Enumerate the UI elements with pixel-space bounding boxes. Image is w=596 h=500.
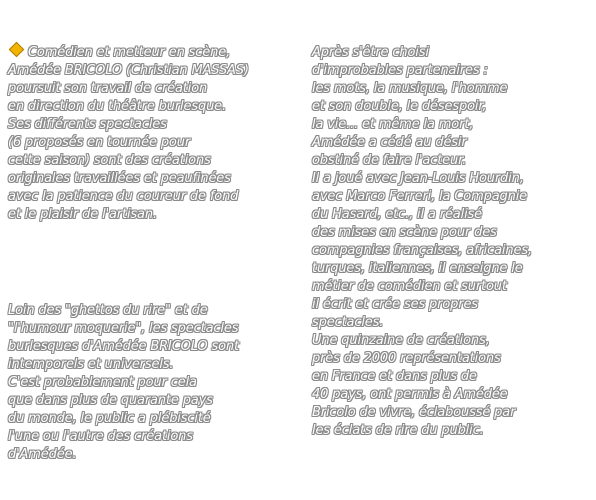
text-line-content: Amédée BRICOLO (Christian MASSAS) — [8, 63, 249, 78]
text-line — [312, 98, 592, 116]
text-line — [312, 188, 592, 206]
text-line — [8, 170, 306, 188]
text-line — [312, 62, 592, 80]
text-line — [312, 368, 592, 386]
right-paragraph-1 — [312, 44, 592, 440]
text-line-content: près de 2000 représentations — [312, 351, 501, 366]
right-text-column — [312, 8, 592, 476]
text-line — [312, 116, 592, 134]
text-line-content: spectacles. — [312, 315, 384, 330]
text-line-content: obstiné de faire l'acteur. — [312, 153, 467, 168]
text-line-content: C'est probablement pour cela — [8, 375, 197, 390]
text-line — [8, 338, 306, 356]
text-line — [312, 404, 592, 422]
text-line-content: compagnies françaises, africaines, — [312, 243, 532, 258]
text-line — [8, 428, 306, 446]
text-line-content: les éclats de rire du public. — [312, 423, 484, 438]
star-bullet-icon — [9, 42, 25, 58]
text-line — [312, 422, 592, 440]
text-line-content: Après s'être choisi — [312, 45, 429, 60]
text-line-content: poursuit son travail de création — [8, 81, 208, 96]
text-line-content: Ses différents spectacles — [8, 117, 167, 132]
text-line-content: turques, italiennes, il enseigne le — [312, 261, 523, 276]
text-line — [8, 188, 306, 206]
text-line-content: des mises en scène pour des — [312, 225, 497, 240]
text-line — [8, 446, 306, 464]
text-line-content: et son double, le désespoir, — [312, 99, 487, 114]
text-line — [312, 206, 592, 224]
text-line — [8, 302, 306, 320]
text-line-content: métier de comédien et surtout — [312, 279, 507, 294]
text-line — [312, 152, 592, 170]
text-line — [8, 392, 306, 410]
text-line — [8, 374, 306, 392]
text-line-content: les mots, la musique, l'homme — [312, 81, 508, 96]
text-line-content: l'une ou l'autre des créations — [8, 429, 193, 444]
left-text-column — [8, 8, 306, 500]
text-line-content: avec Marco Ferreri, la Compagnie — [312, 189, 528, 204]
text-line — [312, 224, 592, 242]
text-line — [8, 410, 306, 428]
text-line-content: (6 proposés en tournée pour — [8, 135, 191, 150]
paragraph-gap — [8, 260, 306, 266]
text-line — [8, 116, 306, 134]
text-line-content: la vie... et même la mort, — [312, 117, 474, 132]
text-line — [312, 134, 592, 152]
text-line-content: intemporels et universels. — [8, 357, 174, 372]
text-line-content: "l'humour moquerie", les spectacles — [8, 321, 239, 336]
text-line — [312, 332, 592, 350]
text-line-content: Comédien et metteur en scène, — [28, 45, 231, 60]
text-line — [312, 314, 592, 332]
text-line-content: Bricolo de vivre, éclaboussé par — [312, 405, 516, 420]
text-line — [312, 80, 592, 98]
text-line-content: Une quinzaine de créations, — [312, 333, 490, 348]
text-line — [312, 350, 592, 368]
text-line-content: cette saison) sont des créations — [8, 153, 211, 168]
text-line — [312, 170, 592, 188]
text-line — [312, 260, 592, 278]
text-line — [8, 62, 306, 80]
text-line — [8, 320, 306, 338]
left-paragraph-2 — [8, 302, 306, 464]
text-line-content: originales travaillées et peaufinées — [8, 171, 231, 186]
text-line-content: il écrit et crée ses propres — [312, 297, 478, 312]
text-line — [312, 386, 592, 404]
text-line — [8, 80, 306, 98]
text-line-content: 40 pays, ont permis à Amédée — [312, 387, 508, 402]
text-line-content: Amédée a cédé au désir — [312, 135, 467, 150]
text-line-content: du monde, le public a plébiscité — [8, 411, 211, 426]
text-line — [312, 44, 592, 62]
text-line-content: d'improbables partenaires : — [312, 63, 488, 78]
text-line-content: avec la patience du coureur de fond — [8, 189, 239, 204]
text-line-content: Il a joué avec Jean-Louis Hourdin, — [312, 171, 524, 186]
text-line-content: burlesques d'Amédée BRICOLO sont — [8, 339, 239, 354]
text-line — [8, 206, 306, 224]
text-line-content: que dans plus de quarante pays — [8, 393, 213, 408]
text-line-content: en France et dans plus de — [312, 369, 477, 384]
left-paragraph-1 — [8, 44, 306, 224]
text-line — [8, 356, 306, 374]
text-line-content: et le plaisir de l'artisan. — [8, 207, 157, 222]
text-line-content: du Hasard, etc., il a réalisé — [312, 207, 483, 222]
text-line — [8, 152, 306, 170]
text-line — [312, 296, 592, 314]
text-line — [312, 242, 592, 260]
text-line — [8, 98, 306, 116]
text-line-content: en direction du théâtre burlesque. — [8, 99, 226, 114]
text-line — [8, 134, 306, 152]
text-line-content: d'Amédée. — [8, 447, 77, 462]
text-line-content: Loin des "ghettos du rire" et de — [8, 303, 208, 318]
text-line — [8, 44, 306, 62]
text-line — [312, 278, 592, 296]
